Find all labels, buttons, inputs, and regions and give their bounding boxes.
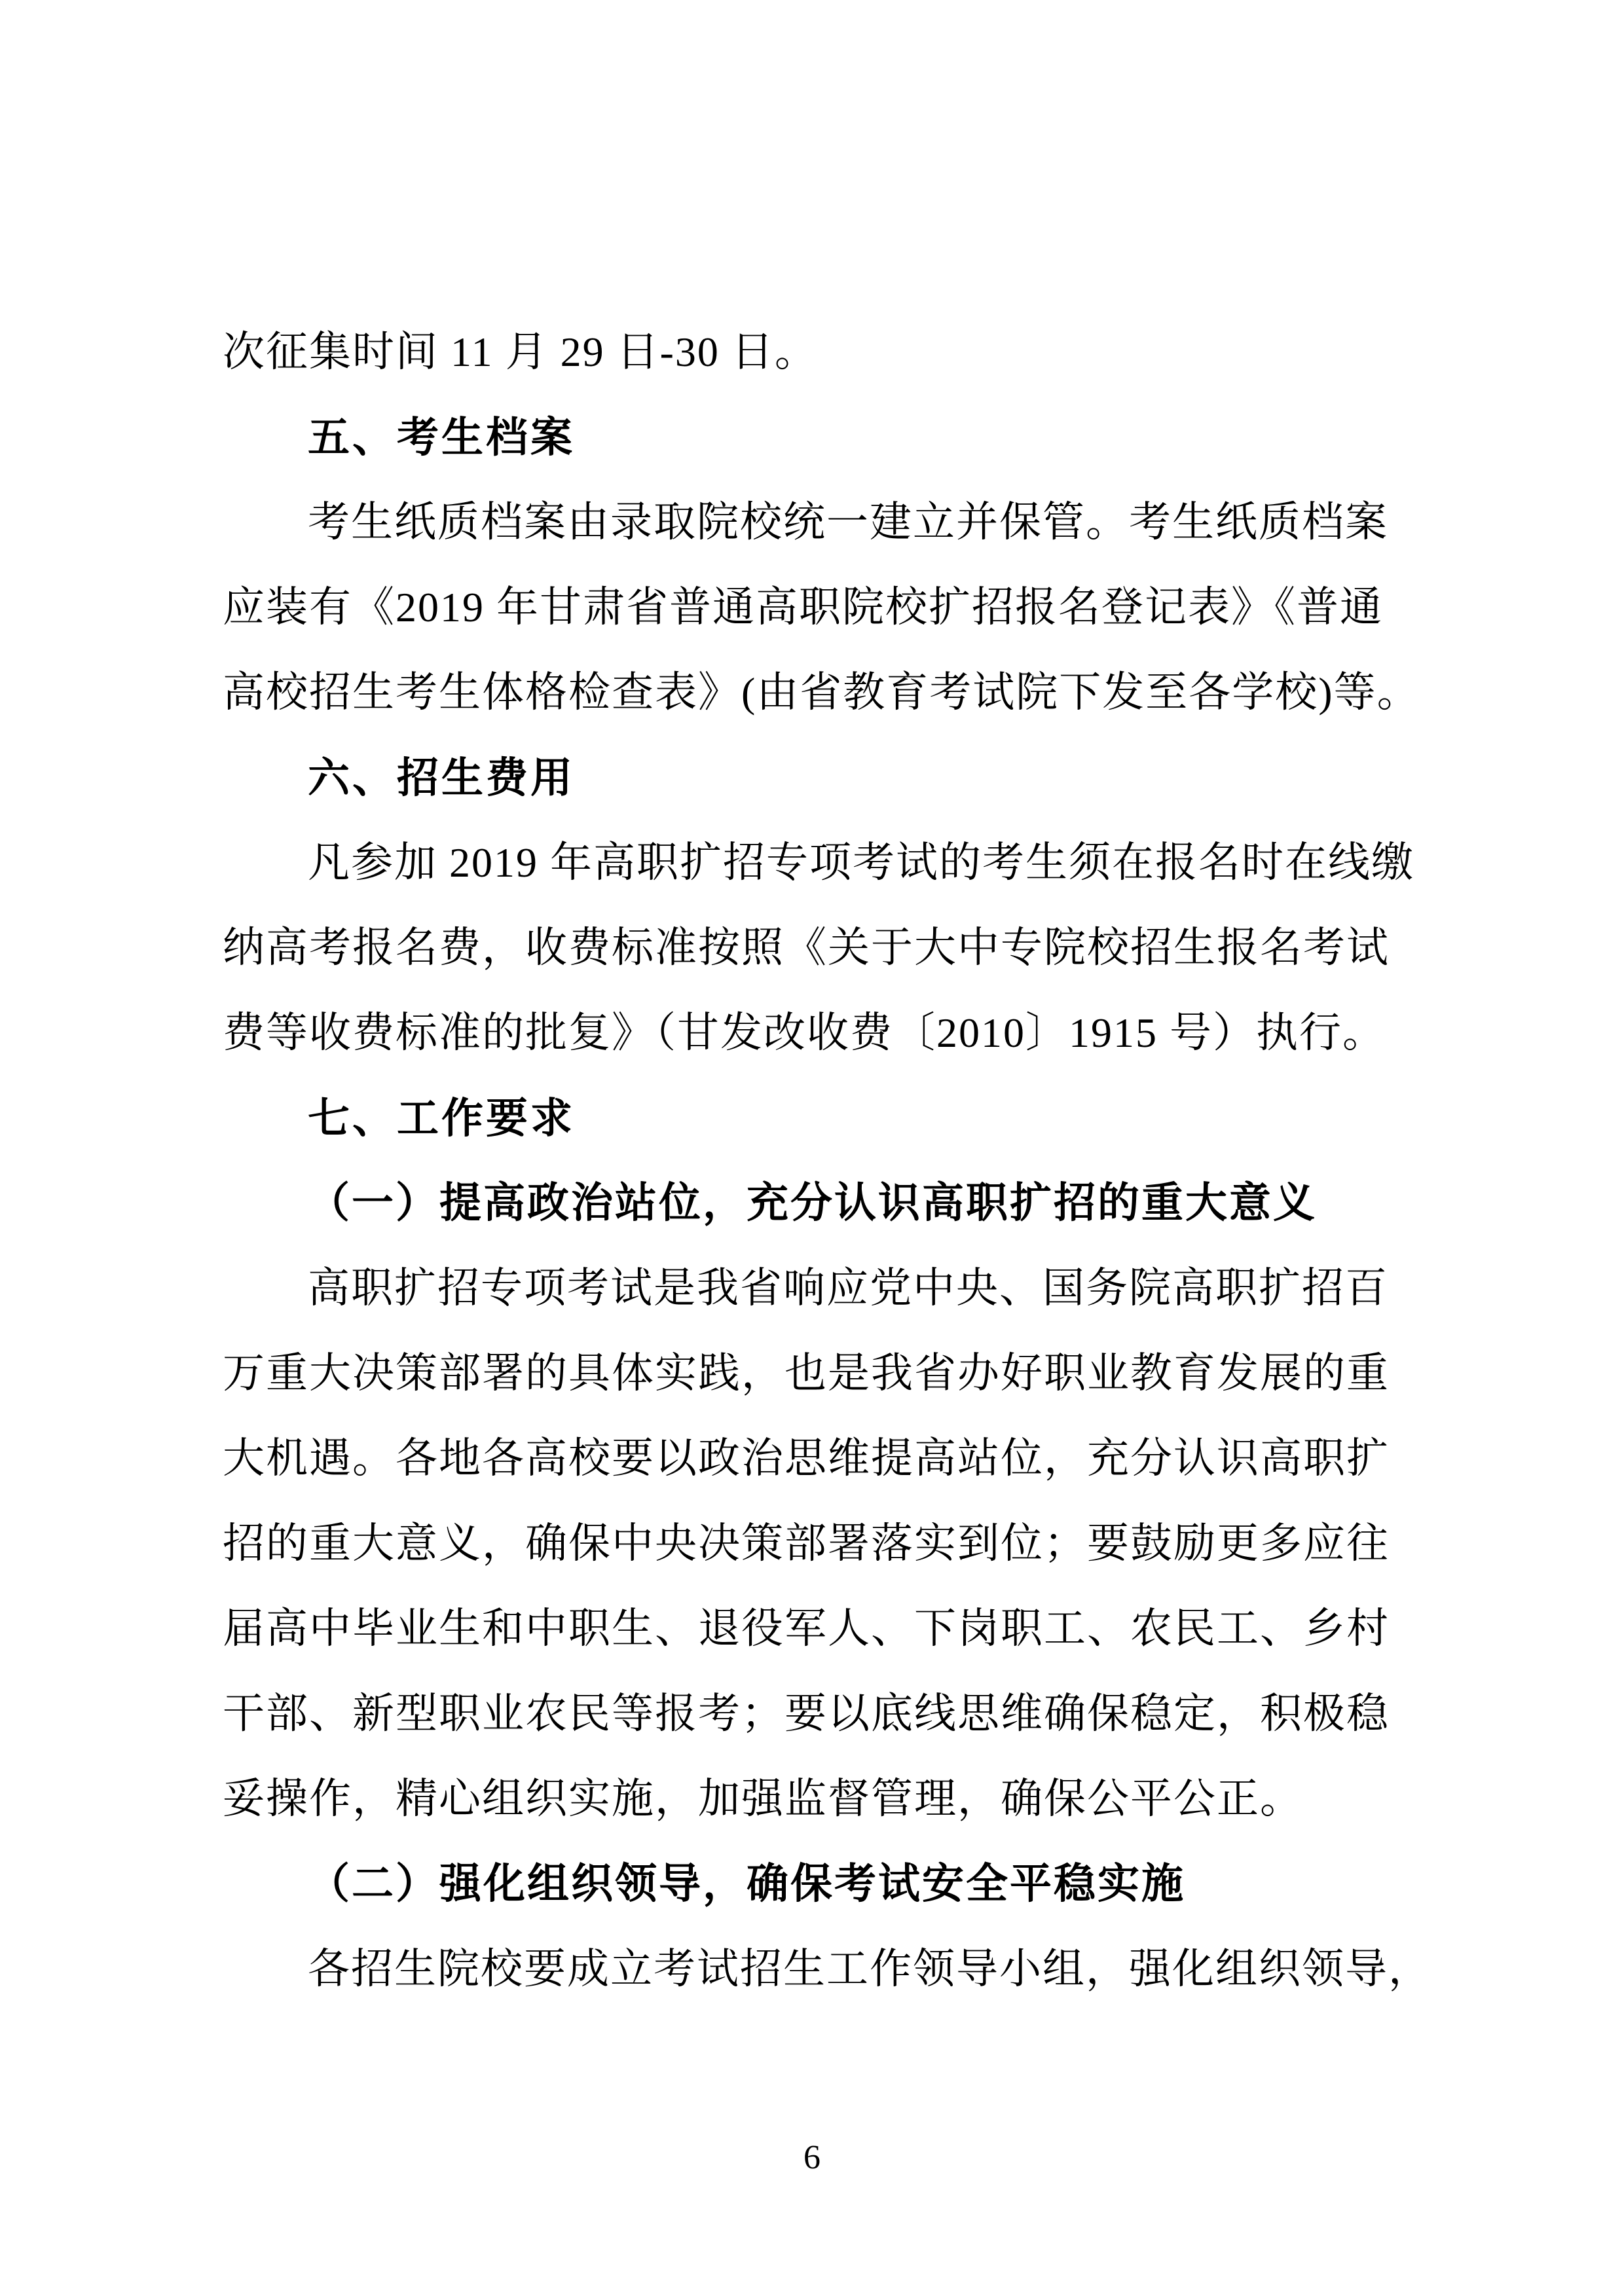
- subsection-heading-two: （二）强化组织领导，确保考试安全平稳实施: [308, 1861, 1185, 1907]
- subsection-heading-one: （一）提高政治站位，充分认识高职扩招的重大意义: [308, 1180, 1317, 1226]
- page-number: 6: [803, 2139, 821, 2176]
- body-line: 次征集时间 11 月 29 日-30 日。: [223, 329, 818, 375]
- body-line: 纳高考报名费，收费标准按照《关于大中专院校招生报名考试: [223, 924, 1390, 971]
- document-body: [223, 310, 1431, 2012]
- body-line: 干部、新型职业农民等报考；要以底线思维确保稳定，积极稳: [223, 1690, 1390, 1737]
- body-line: 大机遇。各地各高校要以政治思维提高站位，充分认识高职扩: [223, 1435, 1390, 1482]
- body-line: 各招生院校要成立考试招生工作领导小组，强化组织领导，: [308, 1946, 1431, 1992]
- section-heading-seven: 七、工作要求: [308, 1095, 575, 1142]
- body-line: 招的重大意义，确保中央决策部署落实到位；要鼓励更多应往: [223, 1520, 1390, 1567]
- body-line: 高职扩招专项考试是我省响应党中央、国务院高职扩招百: [308, 1265, 1388, 1311]
- body-line: 考生纸质档案由录取院校统一建立并保管。考生纸质档案: [308, 499, 1388, 545]
- body-line: 妥操作，精心组织实施，加强监督管理，确保公平公正。: [223, 1776, 1303, 1822]
- body-line: 万重大决策部署的具体实践，也是我省办好职业教育发展的重: [223, 1350, 1390, 1396]
- section-heading-six: 六、招生费用: [308, 754, 575, 801]
- body-line: 应装有《2019 年甘肃省普通高职院校扩招报名登记表》《普通: [223, 584, 1383, 630]
- section-heading-five: 五、考生档案: [308, 414, 575, 461]
- body-line: 届高中毕业生和中职生、退役军人、下岗职工、农民工、乡村: [223, 1605, 1390, 1652]
- body-line: 高校招生考生体格检查表》(由省教育考试院下发至各学校)等。: [223, 669, 1420, 716]
- body-line: 凡参加 2019 年高职扩招专项考试的考生须在报名时在线缴: [308, 839, 1414, 886]
- body-line: 费等收费标准的批复》（甘发改收费〔2010〕1915 号）执行。: [223, 1010, 1386, 1056]
